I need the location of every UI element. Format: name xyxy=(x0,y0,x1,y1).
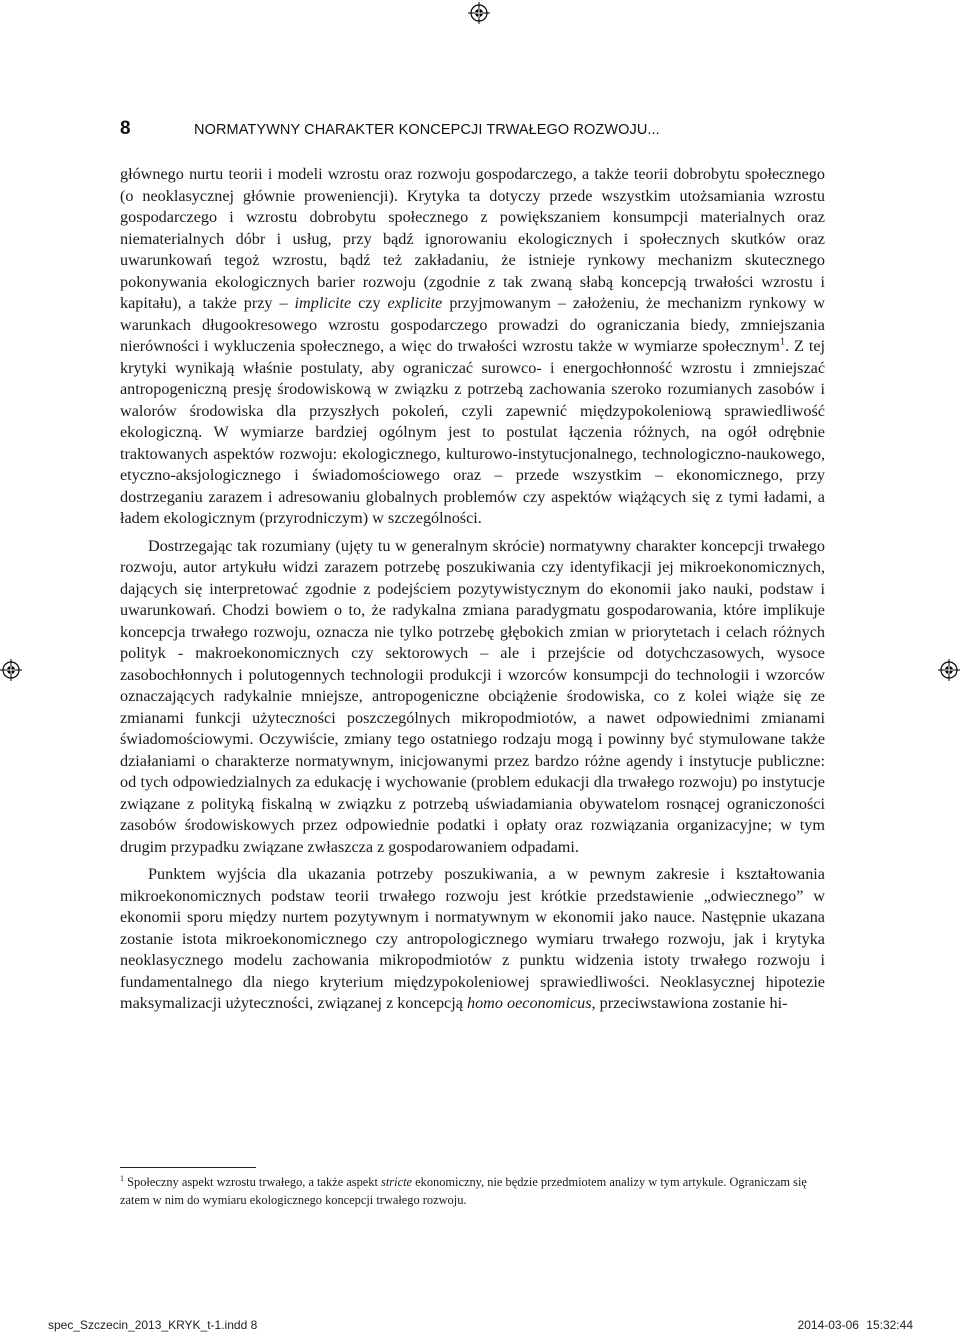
footnote: $^1$ Społeczny aspekt wzrostu trwałego, a także aspekt stricte ekonomiczny, nie będzie przedmiotem analizy w tym artykule. Ograniczam się zatem w nim do wymiaru ekologicznego koncepcji trwałego rozwoju. xyxy=(120,1173,807,1207)
italic-term-stricte: stricte xyxy=(381,1175,413,1189)
body-text xyxy=(120,164,825,1021)
registration-mark-right-icon xyxy=(938,659,960,681)
italic-term-homo-oeconomicus: homo oeconomicus xyxy=(466,994,592,1012)
running-title: NORMATYWNY CHARAKTER KONCEPCJI TRWAŁEGO ROZWOJU... xyxy=(194,122,660,138)
paragraph-2: Dostrzegając tak rozumiany (ujęty tu w generalnym skrócie) normatywny charakter koncepcji trwałego rozwoju, autor artykułu widzi zarazem potrzebę poszukiwania czy identyfikacji jej mikroekonomicznych, dających się interpretować zgodnie z podejściem pozytywistycznym do ekonomii jako nauki, podstaw i uwarunkowań. Chodzi bowiem o to, że radykalna zmiana paradygmatu gospodarowania, które implikuje koncepcja trwałego rozwoju, oznacza nie tylko potrzebę głębokich zmian w priorytetach i celach różnych polityk - makroekonomicznych czy sektorowych – ale i przejście od dotychczasowych, wysoce zasobochłonnych i polutogennych technologii produkcji i wzorców konsumpcji do technologii i wzorców oznaczających radykalnie mniejsze, antropogeniczne obciążenie środowiska, co z kolei wiąże się ze zmianami funkcji użyteczności poszczególnych mikropodmiotów, a nawet odpowiednimi zmianami świadomościowymi. Oczywiście, zmiany tego ostatniego rodzaju mogą i powinny być stymulowane także działaniami o charakterze normatywnym, inicjowanymi przez bardzo różne agendy i instytucje publiczne: od tych odpowiedzialnych za edukację i wychowanie (problem edukacji dla trwałego rozwoju) po instytucje związane z polityką fiskalną w związku z potrzebą uświadamiania obywatelom rosnącej ograniczoności zasobów środowiskowych przez odpowiednie podatki i opłaty oraz rozwiązania organizacyjne; w tym drugim przypadku związane zwłaszcza z gospodarowaniem odpadami. xyxy=(120,536,825,856)
footnote-reference[interactable]: 1 xyxy=(779,336,786,348)
footnote-separator xyxy=(120,1167,256,1168)
running-header xyxy=(120,118,840,144)
paragraph-3: Punktem wyjścia dla ukazania potrzeby poszukiwania, a w pewnym zakresie i kształtowania mikroekonomicznych podstaw teorii trwałego rozwoju jest krótkie przedstawienie „odwiecznego” w ekonomii sporu między nurtem pozytywnym i normatywnym w ekonomii jako nauce. Następnie ukazana zostanie istota mikroekonomicznego czy antropologicznego wymiaru trwałego rozwoju, jak i krytyka neoklasycznego modelu zachowania mikropodmiotów z punktu widzenia istoty trwałego rozwoju i fundamentalnego dla niego kryterium międzypokoleniowej sprawiedliwości. Neoklasycznej hipotezie maksymalizacji użyteczności, związanej z koncepcją homo oeconomicus, przeciwstawiona zostanie hi- xyxy=(120,865,825,1012)
print-slug-filename: spec_Szczecin_2013_KRYK_t-1.indd 8 xyxy=(48,1318,258,1332)
print-slug-timestamp xyxy=(798,1318,913,1332)
slug-date: 2014-03-06 xyxy=(797,1318,859,1332)
italic-term-explicite: explicite xyxy=(387,294,443,312)
paragraph-1: głównego nurtu teorii i modeli wzrostu oraz rozwoju gospodarczego, a także teorii dobrobytu społecznego (o neoklasycznej głównie proweniencji). Krytyka ta dotyczy przede wszystkim utożsamiania wzrostu gospodarczego i wzrostu dobrobytu społecznego z powiększaniem konsumpcji materialnych oraz niematerialnych dóbr i usług, przy bądź ignorowaniu ekologicznych i społecznych skutków oraz uwarunkowań tegoż wzrostu, bądź też zakładaniu, że istnieje rynkowy mechanizm skutecznego pokonywania ekologicznych barier rozwoju (zgodnie z tak zwaną słabą koncepcją trwałości wzrostu i kapitału), a także przy – implicite czy explicite przyjmowanym – założeniu, że mechanizm rynkowy w warunkach długookresowego wzrostu gospodarczego prowadzi do ograniczania biedy, zmniejszania nierówności i wykluczenia społecznego, a więc do trwałości wzrostu także w wymiarze społecznym$^1$. Z tej krytyki wynikają właśnie postulaty, aby ograniczać surowco- i energochłonność wzrostu i zmniejszać antropogeniczną presję środowiskową w związku z potrzebą zachowania szeroko rozumianych zasobów i walorów środowiska dla przyszłych pokoleń, czyli zapewnić międzypokoleniową sprawiedliwość ekologiczną. W wymiarze bardziej ogólnym jest to postulat łączenia różnych, na ogół odrębnie traktowanych aspektów rozwoju: ekologicznego, kulturowo-instytucjonalnego, technologiczno-naukowego, etyczno-aksjologicznego i świadomościowego oraz – przede wszystkim – ekonomicznego, przy dostrzeganiu zarazem i adresowaniu globalnych problemów czy aspektów wiążących się z tymi ładami, a ładem ekologicznym (przyrodniczym) w szczególności. xyxy=(120,165,826,527)
registration-mark-top-icon xyxy=(468,2,490,24)
slug-time: 15:32:44 xyxy=(866,1318,913,1332)
page-number: 8 xyxy=(120,118,131,139)
italic-term-implicite: implicite xyxy=(294,294,352,312)
footnote-mark: 1 xyxy=(120,1173,125,1183)
registration-mark-left-icon xyxy=(0,659,22,681)
